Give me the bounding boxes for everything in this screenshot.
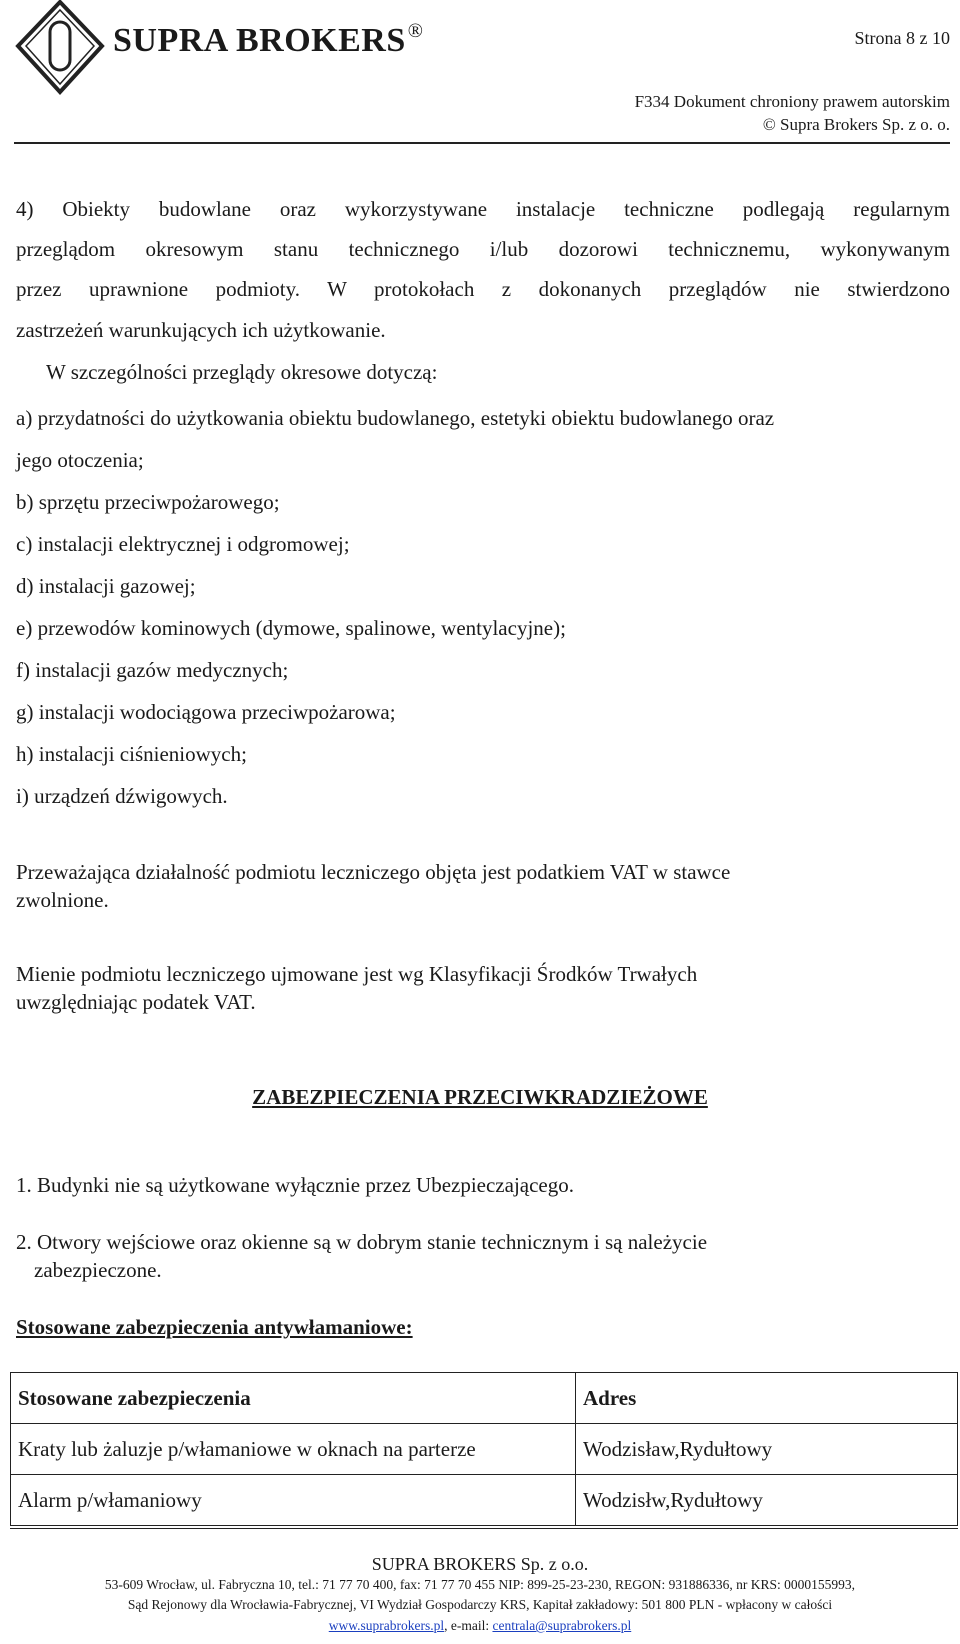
table-row: [11, 1424, 958, 1475]
registered-mark: ®: [407, 20, 424, 42]
footer-address: 53-609 Wrocław, ul. Fabryczna 10, tel.: 71 77 70 400, fax: 71 77 70 455 NIP: 899-25-23-230, REGON: 931886336, nr KRS: 0000155993,: [104, 1577, 856, 1592]
header-divider: [14, 142, 950, 144]
vat-paragraph-line: Przeważająca działalność podmiotu leczniczego objęta jest podatkiem VAT w stawce: [16, 860, 731, 884]
numbered-point: 1. Budynki nie są użytkowane wyłącznie przez Ubezpieczającego.: [16, 1173, 574, 1197]
list-item: f) instalacji gazów medycznych;: [16, 658, 289, 682]
list-item: g) instalacji wodociągowa przeciwpożarowa;: [16, 700, 396, 724]
vat-paragraph-line: zwolnione.: [16, 888, 109, 912]
page-number: Strona 8 z 10: [854, 28, 950, 48]
paragraph-line: przez uprawnione podmioty. W protokołach z dokonanych przeglądów nie stwierdzono: [16, 277, 950, 301]
paragraph-line: 4) Obiekty budowlane oraz wykorzystywane instalacje techniczne podlegają regularnym: [16, 197, 950, 221]
footer-company: SUPRA BROKERS Sp. z o.o.: [371, 1554, 589, 1574]
list-item: h) instalacji ciśnieniowych;: [16, 742, 247, 766]
security-table: [10, 1372, 958, 1526]
table-header-cell: Stosowane zabezpieczenia: [11, 1373, 576, 1424]
brand-name: SUPRA BROKERS ®: [113, 20, 424, 59]
website-link[interactable]: www.suprabrokers.pl: [328, 1618, 445, 1633]
numbered-point-continuation: zabezpieczone.: [34, 1258, 162, 1282]
table-header-row: [11, 1373, 958, 1424]
list-item: i) urządzeń dźwigowych.: [16, 784, 228, 808]
asset-paragraph-line: uwzględniając podatek VAT.: [16, 990, 256, 1014]
email-link[interactable]: centrala@suprabrokers.pl: [492, 1618, 632, 1633]
footer-registry: Sąd Rejonowy dla Wrocławia-Fabrycznej, VI Wydział Gospodarczy KRS, Kapitał zakładowy: 501 800 PLN - wpłacony w całości: [127, 1597, 833, 1612]
copyright-notice: © Supra Brokers Sp. z o. o.: [762, 115, 950, 134]
asset-paragraph-line: Mienie podmiotu leczniczego ujmowane jest wg Klasyfikacji Środków Trwałych: [16, 962, 698, 986]
table-cell: Wodzisłw,Rydułtowy: [576, 1475, 958, 1526]
table-bottom-rule: [10, 1528, 958, 1529]
list-item: b) sprzętu przeciwpożarowego;: [16, 490, 280, 514]
numbered-point: 2. Otwory wejściowe oraz okienne są w dobrym stanie technicznym i są należycie: [16, 1230, 708, 1254]
list-item: c) instalacji elektrycznej i odgromowej;: [16, 532, 350, 556]
table-cell: Alarm p/włamaniowy: [11, 1475, 576, 1526]
security-subheading: Stosowane zabezpieczenia antywłamaniowe:: [16, 1315, 413, 1339]
table-cell: Kraty lub żaluzje p/włamaniowe w oknach na parterze: [11, 1424, 576, 1475]
section-heading: ZABEZPIECZENIA PRZECIWKRADZIEŻOWE: [252, 1085, 708, 1109]
list-intro: W szczególności przeglądy okresowe dotyczą:: [46, 360, 438, 384]
paragraph-line: zastrzeżeń warunkujących ich użytkowanie.: [16, 318, 386, 342]
table-cell: Wodzisław,Rydułtowy: [576, 1424, 958, 1475]
table-header-cell: Adres: [576, 1373, 958, 1424]
table-row: [11, 1475, 958, 1526]
list-item: a) przydatności do użytkowania obiektu budowlanego, estetyki obiektu budowlanego oraz: [16, 406, 775, 430]
paragraph-line: przeglądom okresowym stanu technicznego i/lub dozorowi technicznemu, wykonywanym: [16, 237, 950, 261]
list-item: jego otoczenia;: [16, 448, 144, 472]
company-logo-icon: [14, 0, 106, 96]
document-notice: F334 Dokument chroniony prawem autorskim: [634, 92, 950, 111]
list-item: d) instalacji gazowej;: [16, 574, 196, 598]
email-label: , e-mail:: [444, 1618, 493, 1633]
footer-contact: [0, 1618, 960, 1634]
list-item: e) przewodów kominowych (dymowe, spalinowe, wentylacyjne);: [16, 616, 566, 640]
